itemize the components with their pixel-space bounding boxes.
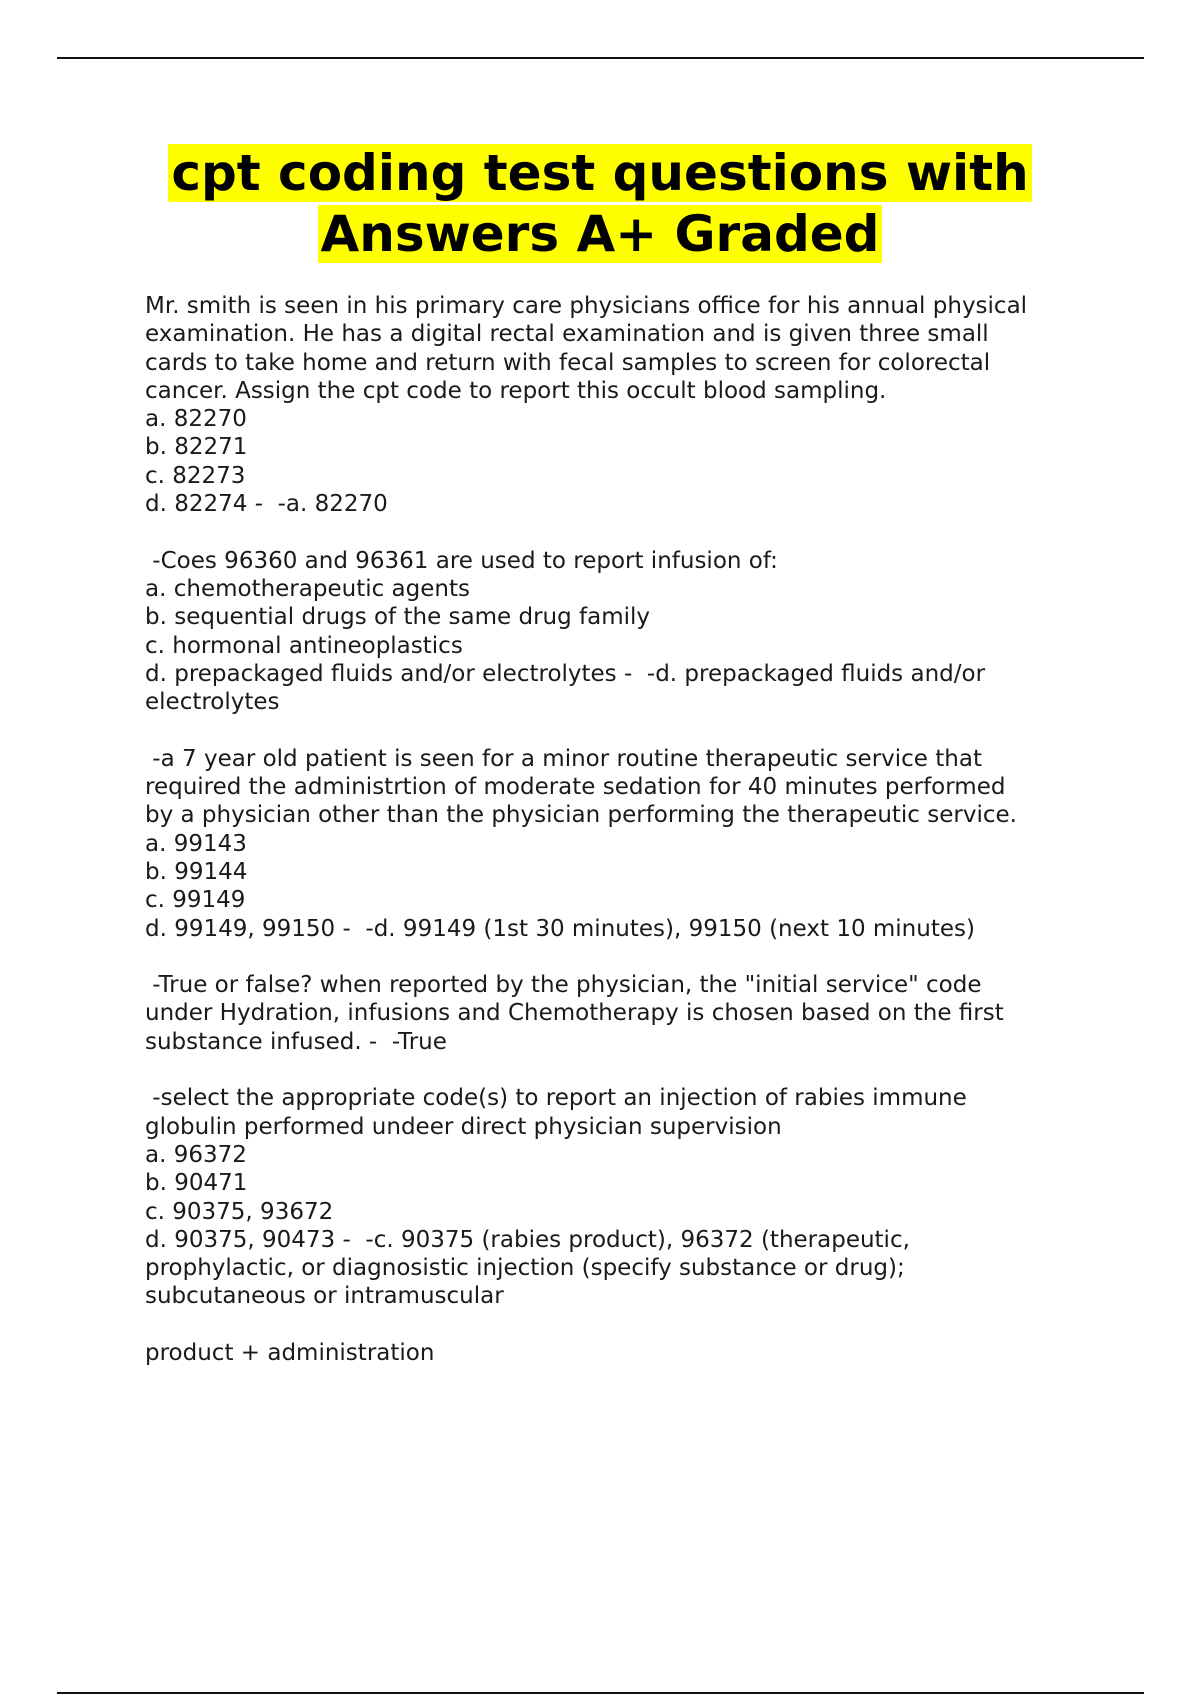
answer-option: a. 96372 (145, 1141, 247, 1168)
title-line-1: cpt coding test questions with (168, 144, 1031, 202)
answer-option-with-key: d. prepackaged fluids and/or electrolytes - -d. prepackaged fluids and/or (145, 660, 986, 687)
answer-option: c. 99149 (145, 887, 246, 914)
question-block-4 (145, 971, 1085, 1056)
answer-key-continued: subcutaneous or intramuscular (145, 1283, 504, 1310)
answer-option: a. 99143 (145, 830, 247, 857)
spacer (145, 518, 1085, 546)
answer-option: c. hormonal antineoplastics (145, 632, 463, 659)
question-text: globulin performed undeer direct physician supervision (145, 1113, 782, 1140)
answer-option-with-key: d. 99149, 99150 - -d. 99149 (1st 30 minutes), 99150 (next 10 minutes) (145, 915, 975, 942)
question-block-3 (145, 745, 1085, 943)
spacer (145, 1311, 1085, 1339)
spacer (145, 716, 1085, 744)
question-text: -True or false? when reported by the physician, the "initial service" code (145, 972, 982, 999)
question-text: cancer. Assign the cpt code to report this occult blood sampling. (145, 377, 887, 404)
spacer (145, 943, 1085, 971)
answer-option-with-key: d. 90375, 90473 - -c. 90375 (rabies product), 96372 (therapeutic, (145, 1226, 910, 1253)
top-rule (57, 57, 1144, 59)
question-text: -select the appropriate code(s) to report an injection of rabies immune (145, 1085, 967, 1112)
trailing-note (145, 1339, 1085, 1367)
answer-option: a. 82270 (145, 406, 247, 433)
answer-option: b. sequential drugs of the same drug family (145, 604, 651, 631)
question-text: Mr. smith is seen in his primary care physicians office for his annual physical (145, 293, 1028, 319)
answer-option: c. 90375, 93672 (145, 1198, 334, 1225)
bottom-rule (57, 1692, 1144, 1694)
question-text: required the administrtion of moderate sedation for 40 minutes performed (145, 774, 1006, 801)
spacer (145, 1056, 1085, 1084)
question-text: cards to take home and return with fecal samples to screen for colorectal (145, 349, 991, 376)
question-text: -Coes 96360 and 96361 are used to report infusion of: (145, 547, 778, 574)
question-text: by a physician other than the physician performing the therapeutic service. (145, 802, 1017, 829)
question-block-1 (145, 292, 1085, 518)
note-text: product + administration (145, 1339, 435, 1366)
answer-key-continued: electrolytes (145, 689, 280, 716)
answer-key-continued: prophylactic, or diagnosistic injection (specify substance or drug); (145, 1255, 905, 1282)
question-text: -a 7 year old patient is seen for a minor routine therapeutic service that (145, 745, 982, 772)
answer-option: c. 82273 (145, 462, 246, 489)
title-line-2: Answers A+ Graded (318, 205, 883, 263)
document-body (145, 292, 1085, 1367)
document-title (100, 143, 1100, 265)
question-block-5 (145, 1084, 1085, 1310)
answer-option-with-key: d. 82274 - -a. 82270 (145, 491, 388, 518)
question-text: examination. He has a digital rectal examination and is given three small (145, 321, 989, 348)
answer-option: b. 82271 (145, 434, 248, 461)
question-text-with-key: substance infused. - -True (145, 1028, 447, 1055)
question-block-2 (145, 547, 1085, 717)
question-text: under Hydration, infusions and Chemotherapy is chosen based on the first (145, 1000, 1004, 1027)
answer-option: a. chemotherapeutic agents (145, 575, 470, 602)
answer-option: b. 99144 (145, 858, 248, 885)
answer-option: b. 90471 (145, 1170, 248, 1197)
